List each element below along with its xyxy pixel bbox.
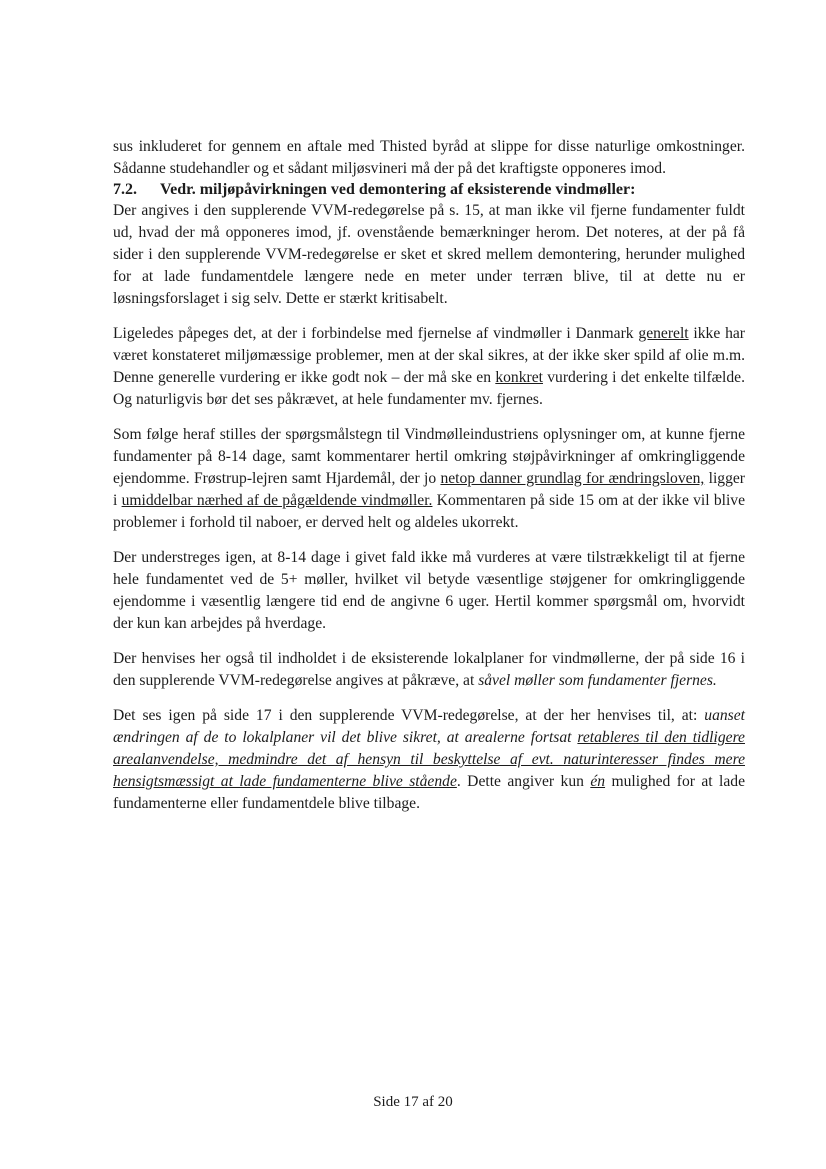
section-title: Vedr. miljøpåvirkningen ved demontering af eksisterende vindmøller: [160,181,636,198]
italic-underlined-en: én [590,773,606,790]
underlined-generelt: generelt [638,325,689,342]
paragraph-3: Som følge heraf stilles der spørgsmålstegn til Vindmølleindustriens oplysninger om, at kunne fjerne fundamenter på 8-14 dage, samt kommentarer hertil omkring støjpåvirkninger af omkringliggende ejendomme. Frøstrup-lejren samt Hjardemål, der jo netop danner grundlag for ændringsloven, ligger i umiddelbar nærhed af de pågældende vindmøller. Kommentaren på side 15 om at der ikke vil blive problemer i forhold til naboer, er derved helt og aldeles ukorrekt. [113,426,745,531]
intro-paragraph: sus inkluderet for gennem en aftale med Thisted byråd at slippe for disse naturlige omkostninger. Sådanne studehandler og et sådant miljøsvineri må der på det kraftigste opponeres imod. [113,138,745,177]
underlined-konkret: konkret [495,369,543,386]
section-number: 7.2. [113,181,137,198]
section-heading [113,180,745,200]
page-number: Side 17 af 20 [373,1094,453,1110]
paragraph-6: Det ses igen på side 17 i den supplerende VVM-redegørelse, at der her henvises til, at: uanset ændringen af de to lokalplaner vil det blive sikret, at arealerne fortsat retableres til den tidligere arealanvendelse, medmindre det af hensyn til beskyttelse af evt. naturinteresser findes mere hensigtsmæssigt at lade fundamenterne blive stående. Dette angiver kun én mulighed for at lade fundamenterne eller fundamentdele blive tilbage. [113,707,745,812]
paragraph-2: Ligeledes påpeges det, at der i forbindelse med fjernelse af vindmøller i Danmark generelt ikke har været konstateret miljømæssige problemer, men at der skal sikres, at der ikke sker spild af olie m.m. Denne generelle vurdering er ikke godt nok – der må ske en konkret vurdering i det enkelte tilfælde. Og naturligvis bør det ses påkrævet, at hele fundamenter mv. fjernes. [113,325,746,408]
paragraph-4: Der understreges igen, at 8-14 dage i givet fald ikke må vurderes at være tilstrækkeligt til at fjerne hele fundamentet ved de 5+ møller, hvilket vil betyde væsentlige støjgener for omkringliggende ejendomme i væsentlig længere tid end de angivne 6 uger. Hertil kommer spørgsmål om, hvorvidt der kun kan arbejdes på hverdage. [113,549,745,632]
italic-underlined-quote: retableres til den tidligere arealanvendelse, medmindre det af hensyn til beskyttelse af evt. naturinteresser findes mere hensigtsmæssigt at lade fundamenterne blive stående [113,729,745,790]
page-body [113,136,745,815]
paragraph-1: Der angives i den supplerende VVM-redegørelse på s. 15, at man ikke vil fjerne fundamenter fuldt ud, hvad der må opponeres imod, jf. ovenstående bemærkninger herom. Det noteres, at der på få sider i den supplerende VVM-redegørelse er sket et skred mellem demontering, herunder mulighed for at lade fundamentdele længere nede en meter under terræn blive, til at dette nu er løsningsforslaget i sig selv. Dette er stærkt kritisabelt. [113,202,745,307]
underlined-naerhed: umiddelbar nærhed af de pågældende vindmøller. [121,492,433,509]
paragraph-5: Der henvises her også til indholdet i de eksisterende lokalplaner for vindmøllerne, der på side 16 i den supplerende VVM-redegørelse angives at påkræve, at såvel møller som fundamenter fjernes. [113,650,745,689]
italic-quote: uanset ændringen af de to lokalplaner vil det blive sikret, at arealerne fortsat [113,707,745,746]
italic-quote: såvel møller som fundamenter fjernes. [478,672,717,689]
underlined-aendringsloven: netop danner grundlag for ændringsloven, [440,470,705,487]
